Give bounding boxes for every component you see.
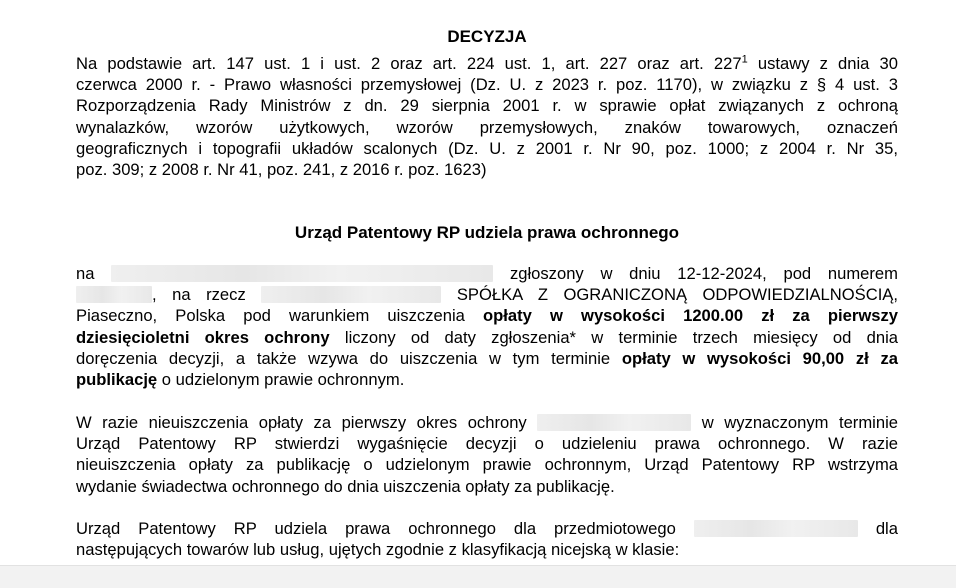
goods-paragraph [76,518,898,560]
legal-basis-paragraph [76,53,898,180]
goods-line-2: następujących towarów lub usług, ujętych zgodnie z klasyfikacją nicejską w klasie: [76,540,680,560]
nonpayment-line-2: Urząd Patentowy RP stwierdzi wygaśnięcie decyzji o udzieleniu prawa ochronnego. W razie [76,434,898,454]
grant-line-4: dziesięcioletni okres ochrony liczony od daty zgłoszenia* w terminie trzech miesięcy od dnia [76,327,898,347]
grant-line-5: doręczenia decyzji, a także wzywa do uiszczenia w tym terminie opłaty w wysokości 90,00 zł za [76,348,898,368]
nonpayment-line-3: nieuiszczenia opłaty za publikację o udzielonym prawie ochronnym, Urząd Patentowy RP wstrzyma [76,455,898,475]
redacted-company-name [261,286,441,303]
redacted-subject [694,520,858,537]
viewer-bottom-bar [0,565,956,588]
grant-paragraph [76,263,898,390]
grant-line-6: publikację o udzielonym prawie ochronnym. [76,370,405,390]
nonpayment-paragraph [76,412,898,497]
grant-line-1: na zgłoszony w dniu 12-12-2024, pod numerem [76,264,898,283]
legal-basis-line-6: poz. 309; z 2008 r. Nr 41, poz. 241, z 2016 r. poz. 1623) [76,160,487,180]
legal-basis-line-2: czerwca 2000 r. - Prawo własności przemysłowej (Dz. U. z 2023 r. poz. 1170), w związku z § 4 ust. 3 [76,75,898,95]
nonpayment-line-4: wydanie świadectwa ochronnego do dnia uiszczenia opłaty za publikację. [76,476,615,496]
grant-line-3: Piaseczno, Polska pod warunkiem uiszczenia opłaty w wysokości 1200.00 zł za pierwszy [76,306,898,326]
document-title: DECYZJA [447,27,527,46]
redacted-mark-name [111,265,493,282]
legal-basis-line-1: Na podstawie art. 147 ust. 1 i ust. 2 oraz art. 224 ust. 1, art. 227 oraz art. $227^1$ ustawy z dnia 30 [76,53,898,73]
redacted-period [537,414,691,431]
goods-line-1: Urząd Patentowy RP udziela prawa ochronnego dla przedmiotowego dla [76,519,898,538]
redacted-application-number [76,286,152,303]
legal-basis-line-5: geograficznych i topografii układów scalonych (Dz. U. z 2001 r. Nr 90, poz. 1000; z 2004 r. Nr 35, [76,138,898,158]
legal-basis-line-3: Rozporządzenia Rady Ministrów z dn. 29 sierpnia 2001 r. w sprawie opłat związanych z ochroną [76,96,898,116]
grant-line-2: , na rzecz SPÓŁKA Z OGRANICZONĄ ODPOWIEDZIALNOŚCIĄ, [76,284,898,305]
legal-basis-line-4: wynalazków, wzorów użytkowych, wzorów przemysłowych, znaków towarowych, oznaczeń [76,117,898,137]
nonpayment-line-1: W razie nieuiszczenia opłaty za pierwszy okres ochrony w wyznaczonym terminie [76,413,898,432]
section-heading: Urząd Patentowy RP udziela prawa ochronnego [294,223,680,242]
